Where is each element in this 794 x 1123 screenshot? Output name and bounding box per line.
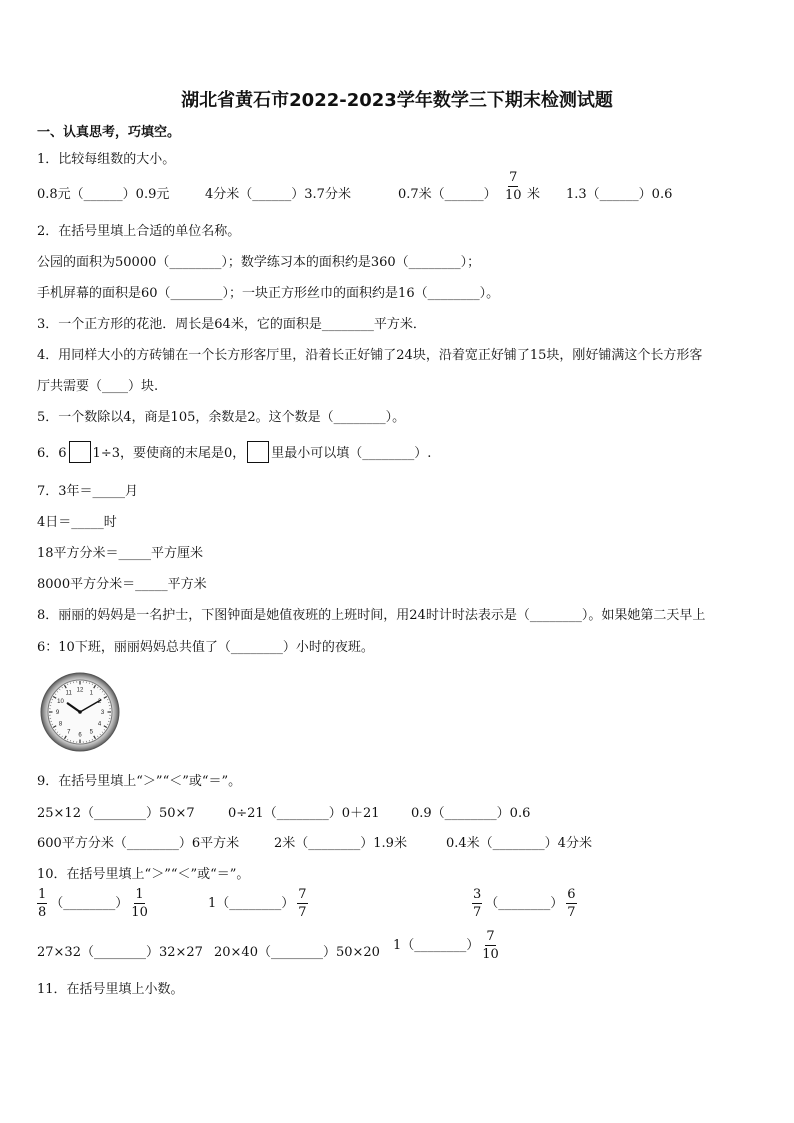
q7-line-1: 7．3年＝_____月 — [37, 484, 139, 499]
q1-item-2: 4分米（______）3.7分米 — [205, 187, 351, 202]
fraction-numerator: 7 — [509, 170, 518, 185]
q2-label: 2．在括号里填上合适的单位名称。 — [37, 224, 241, 239]
clock-number: 9 — [55, 710, 60, 717]
q9-item: 0.4米（________）4分米 — [446, 836, 592, 851]
q1-label: 1．比较每组数的大小。 — [37, 152, 176, 167]
q4-line-2: 厅共需要（____）块. — [37, 379, 159, 394]
fraction-denominator: 10 — [131, 905, 148, 920]
whole-number: 1 — [208, 896, 217, 911]
q1-item-5: 1.3（______）0.6 — [566, 187, 673, 202]
fraction-numerator: 1 — [135, 887, 144, 902]
q10-row2-item — [393, 930, 502, 961]
fraction-denominator: 10 — [505, 188, 522, 203]
clock-number: 1 — [89, 690, 93, 697]
clock-number: 2 — [97, 698, 102, 705]
fraction-numerator: 7 — [486, 929, 495, 944]
q1-item-1: 0.8元（______）0.9元 — [37, 187, 170, 202]
q9-item: 25×12（________）50×7 — [37, 806, 195, 821]
clock-number: 11 — [65, 690, 72, 697]
q3-text: 3．一个正方形的花池．周长是64米，它的面积是________平方米． — [37, 317, 426, 332]
q1-item-4-unit: 米 — [527, 187, 541, 202]
q6-part-a: 6．6 — [37, 446, 67, 461]
fraction-numerator: 7 — [298, 887, 307, 902]
fraction-numerator: 3 — [473, 887, 482, 902]
blank-box — [247, 441, 269, 463]
q1-fraction — [502, 171, 525, 202]
q9-label: 9．在括号里填上“＞”“＜”或“＝”。 — [37, 774, 242, 789]
fraction-denominator: 10 — [482, 947, 499, 962]
clock-number: 7 — [67, 729, 71, 736]
q10-item-1 — [34, 888, 151, 919]
q5-text: 5．一个数除以4，商是105，余数是2。这个数是（________）。 — [37, 410, 406, 425]
q6-part-c: 里最小可以填（________）. — [271, 446, 432, 461]
fraction-denominator: 7 — [298, 905, 307, 920]
q9-item: 600平方分米（________）6平方米 — [37, 836, 240, 851]
q9-item: 0÷21（________）0＋21 — [228, 806, 380, 821]
answer-paren: （________） — [216, 896, 295, 911]
q7-line-2: 4日＝_____时 — [37, 515, 117, 530]
fraction-denominator: 7 — [473, 905, 482, 920]
q9-item: 0.9（________）0.6 — [411, 806, 531, 821]
clock-number: 4 — [97, 721, 102, 728]
q6-part-b: 1÷3，要使商的末尾是0， — [92, 446, 246, 461]
q7-line-4: 8000平方分米＝_____平方米 — [37, 577, 207, 592]
fraction-numerator: 6 — [567, 887, 576, 902]
clock-number: 10 — [57, 698, 64, 705]
clock-face-icon — [40, 672, 120, 752]
clock-number: 6 — [78, 732, 82, 739]
q9-item: 2米（________）1.9米 — [274, 836, 407, 851]
q10-item-3 — [469, 888, 580, 919]
q7-line-3: 18平方分米＝_____平方厘米 — [37, 546, 204, 561]
section-heading: 一、认真思考，巧填空。 — [37, 125, 181, 140]
blank-box — [69, 441, 91, 463]
q10-item-2 — [208, 888, 311, 919]
q10-row2-item: 20×40（________）50×20 — [214, 945, 380, 960]
fraction-denominator: 7 — [567, 905, 576, 920]
q2-line-2: 手机屏幕的面积是60（________）；一块正方形丝巾的面积约是16（________）。 — [37, 286, 500, 301]
page-title: 湖北省黄石市2022-2023学年数学三下期末检测试题 — [181, 90, 613, 111]
answer-paren: （________） — [485, 896, 564, 911]
clock-number: 5 — [89, 729, 93, 736]
clock-number: 8 — [58, 721, 63, 728]
q8-line-2: 6：10下班，丽丽妈妈总共值了（________）小时的夜班。 — [37, 640, 374, 655]
q10-row2-item: 27×32（________）32×27 — [37, 945, 203, 960]
fraction-numerator: 1 — [38, 887, 47, 902]
q6-text — [37, 441, 431, 463]
q1-item-3: 0.7米（______） — [398, 187, 497, 202]
q8-line-1: 8．丽丽的妈妈是一名护士，下图钟面是她值夜班的上班时间，用24时计时法表示是（________）。如果她第二天早上 — [37, 608, 706, 623]
clock-number: 3 — [100, 710, 105, 717]
q4-line-1: 4．用同样大小的方砖铺在一个长方形客厅里，沿着长正好铺了24块，沿着宽正好铺了15块，刚好铺满这个长方形客 — [37, 348, 703, 363]
answer-paren: （________） — [50, 896, 129, 911]
comparison-text: 1（________） — [393, 938, 480, 953]
q10-label: 10．在括号里填上“＞”“＜”或“＝”。 — [37, 867, 250, 882]
clock-number: 12 — [76, 687, 84, 694]
q11-text: 11．在括号里填上小数。 — [37, 982, 184, 997]
q2-line-1: 公园的面积为50000（________）；数学练习本的面积约是360（________）； — [37, 255, 481, 270]
fraction-denominator: 8 — [38, 905, 47, 920]
